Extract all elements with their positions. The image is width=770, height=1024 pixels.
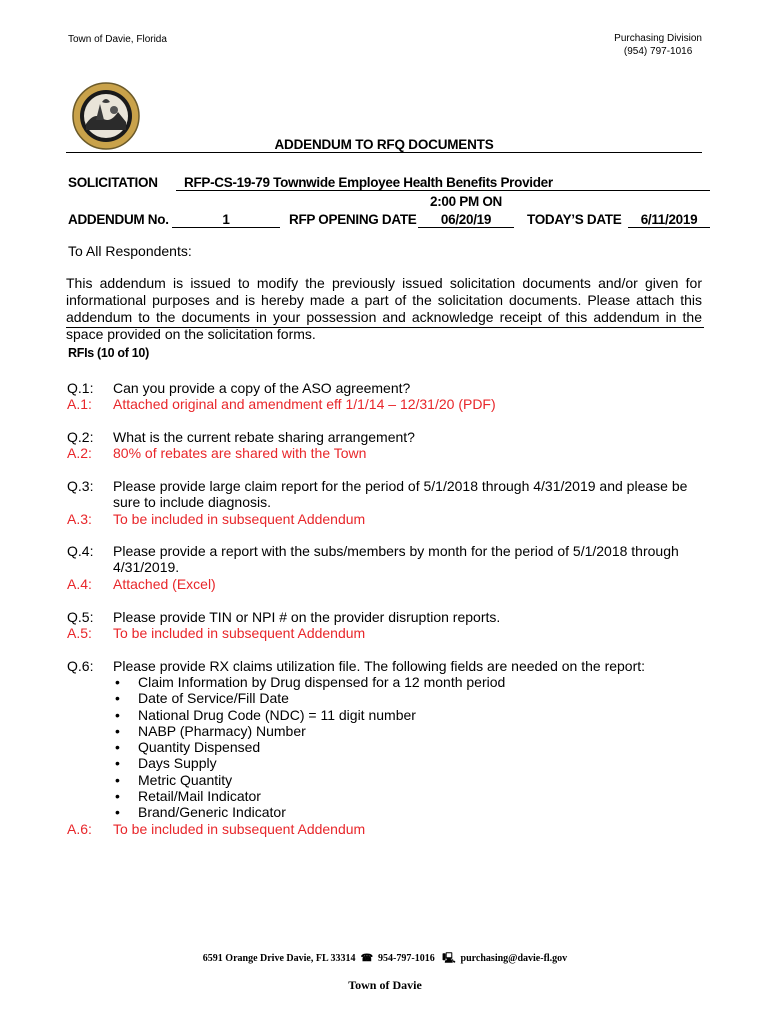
list-item: • Quantity Dispensed	[113, 739, 505, 755]
question-text-continued: 4/31/2019.	[113, 559, 180, 575]
header-division	[614, 32, 702, 58]
rfi-heading: RFIs (10 of 10)	[68, 346, 149, 360]
list-item: • Claim Information by Drug dispensed for a 12 month period	[113, 674, 505, 690]
answer-label: A.1:	[67, 396, 92, 412]
answer-text: To be included in subsequent Addendum	[113, 821, 366, 837]
addendum-number: 1	[172, 212, 280, 228]
footer-email: purchasing@davie-fl.gov	[460, 953, 568, 964]
intro-rule	[66, 327, 704, 328]
required-fields-list	[113, 674, 505, 821]
question-label: Q.5:	[67, 609, 94, 625]
computer-icon: 🖳	[437, 953, 459, 964]
question-label: Q.6:	[67, 658, 94, 674]
header-town: Town of Davie, Florida	[68, 34, 167, 45]
opening-date-label: RFP OPENING DATE	[289, 212, 417, 227]
solicitation-value: RFP-CS-19-79 Townwide Employee Health Benefits Provider	[176, 175, 710, 191]
question-text-continued: sure to include diagnosis.	[113, 494, 271, 510]
question-label: Q.1:	[67, 380, 94, 396]
list-item: • Brand/Generic Indicator	[113, 804, 505, 820]
answer-label: A.4:	[67, 576, 92, 592]
answer-text: Attached (Excel)	[113, 576, 216, 592]
todays-date-label: TODAY’S DATE	[527, 212, 622, 227]
answer-label: A.6:	[67, 821, 92, 837]
solicitation-label: SOLICITATION	[68, 175, 158, 190]
title-rule	[66, 152, 702, 153]
intro-paragraph: This addendum is issued to modify the previously issued solicitation documents and/or given for informational purposes and is hereby made a part of the solicitation documents. Please attach this addendum to the documents in your possession and acknowledge receipt of this addendum in the space provided on the solicitation forms.	[66, 275, 702, 342]
question-text: Please provide TIN or NPI # on the provider disruption reports.	[113, 609, 501, 625]
question-label: Q.2:	[67, 429, 94, 445]
opening-time: 2:00 PM ON	[429, 194, 503, 209]
header-division-name: Purchasing Division	[614, 33, 702, 44]
answer-label: A.2:	[67, 445, 92, 461]
answer-text: To be included in subsequent Addendum	[113, 625, 366, 641]
footer-town: Town of Davie	[348, 978, 422, 992]
question-text: Please provide a report with the subs/members by month for the period of 5/1/2018 through	[113, 543, 679, 559]
footer-contact	[0, 951, 770, 968]
answer-text: Attached original and amendment eff 1/1/14 – 12/31/20 (PDF)	[113, 396, 496, 412]
answer-text: To be included in subsequent Addendum	[113, 511, 366, 527]
opening-date: 06/20/19	[418, 212, 514, 228]
list-item: • Date of Service/Fill Date	[113, 690, 505, 706]
question-text: Please provide large claim report for the period of 5/1/2018 through 4/31/2019 and please be	[113, 478, 688, 494]
question-label: Q.3:	[67, 478, 94, 494]
list-item: • Retail/Mail Indicator	[113, 788, 505, 804]
footer-address: 6591 Orange Drive Davie, FL 33314	[202, 953, 356, 964]
question-label: Q.4:	[67, 543, 94, 559]
phone-icon: ☎	[358, 953, 376, 964]
document-title: ADDENDUM TO RFQ DOCUMENTS	[274, 137, 494, 152]
list-item: • Metric Quantity	[113, 772, 505, 788]
addendum-label: ADDENDUM No.	[68, 212, 169, 227]
question-text: What is the current rebate sharing arrangement?	[113, 429, 415, 445]
footer-phone: 954-797-1016	[378, 953, 435, 964]
greeting: To All Respondents:	[68, 243, 192, 259]
question-text: Please provide RX claims utilization file. The following fields are needed on the report:	[113, 658, 646, 674]
question-text: Can you provide a copy of the ASO agreement?	[113, 380, 411, 396]
todays-date: 6/11/2019	[628, 212, 710, 228]
answer-text: 80% of rebates are shared with the Town	[113, 445, 367, 461]
list-item: • Days Supply	[113, 755, 505, 771]
answer-label: A.3:	[67, 511, 92, 527]
answer-label: A.5:	[67, 625, 92, 641]
list-item: • National Drug Code (NDC) = 11 digit number	[113, 707, 505, 723]
list-item: • NABP (Pharmacy) Number	[113, 723, 505, 739]
header-division-phone: (954) 797-1016	[623, 46, 693, 57]
